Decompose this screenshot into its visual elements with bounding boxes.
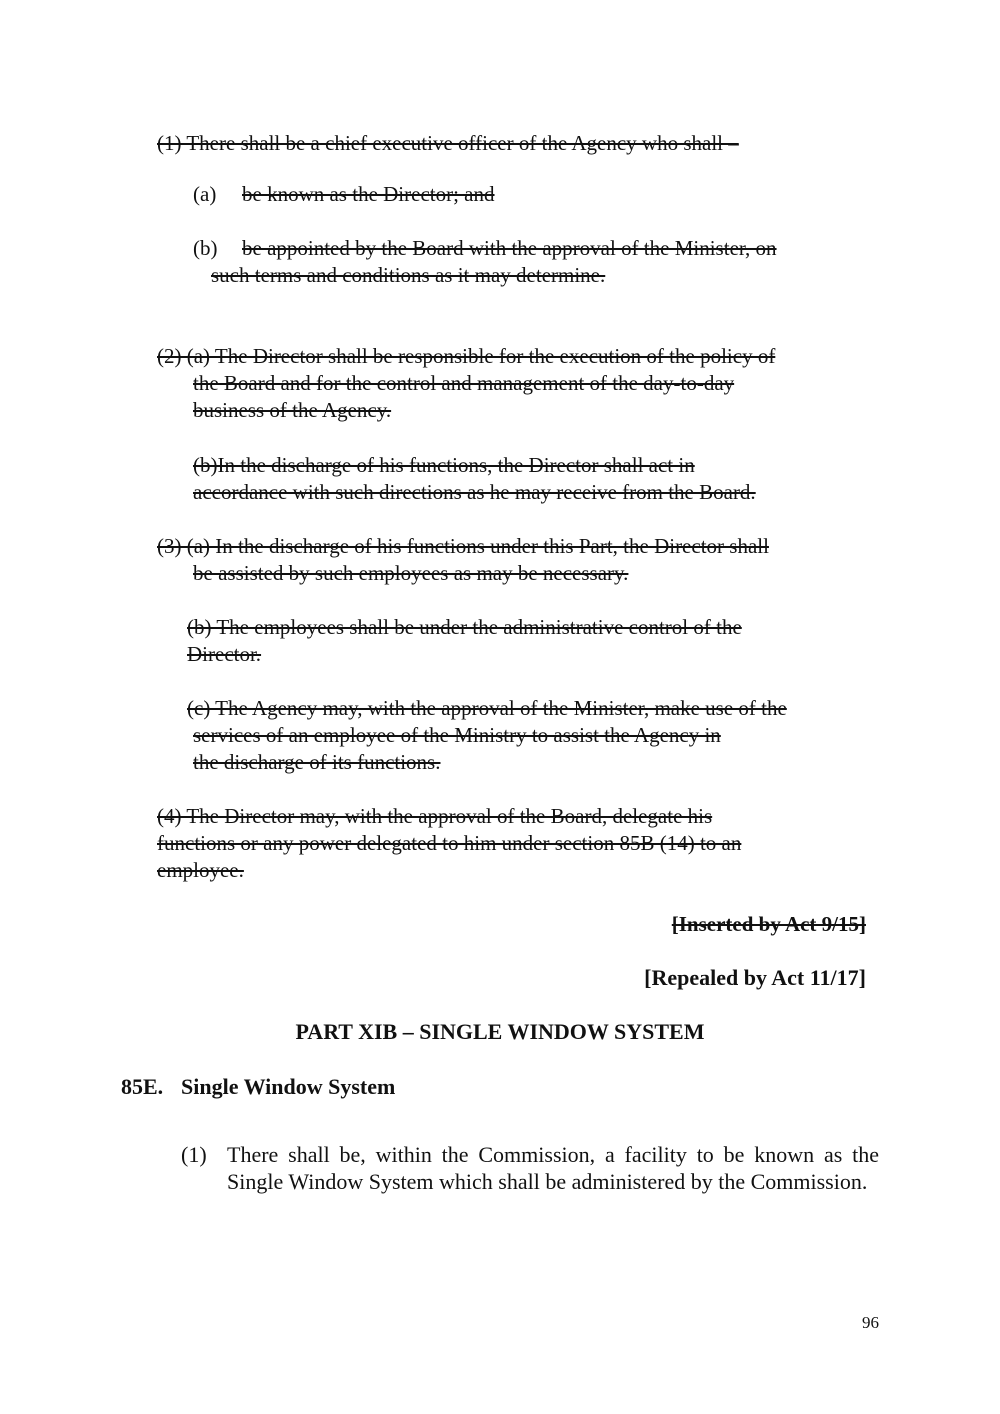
repealed-s4-line3: employee. bbox=[157, 858, 244, 882]
repealed-s2-b-line2: accordance with such directions as he may receive from the Board. bbox=[193, 480, 756, 504]
repealed-s3-a-line2: be assisted by such employees as may be necessary. bbox=[193, 561, 629, 585]
repealed-s3-a-line1: (3) (a) In the discharge of his functions under this Part, the Director shall bbox=[157, 534, 769, 558]
subsection-1-label: (1) bbox=[181, 1142, 207, 1167]
repealed-s3-c-line2: services of an employee of the Ministry to assist the Agency in bbox=[193, 723, 721, 747]
repealed-s2-a-line3: business of the Agency. bbox=[193, 398, 392, 422]
repealed-s1-a-label: (a) bbox=[193, 182, 217, 206]
repealed-note: [Repealed by Act 11/17] bbox=[644, 965, 866, 990]
repealed-s3-b-line2: Director. bbox=[187, 642, 262, 666]
repealed-s4-line1: (4) The Director may, with the approval of the Board, delegate his bbox=[157, 804, 713, 828]
repealed-s1-b-line1: be appointed by the Board with the approval of the Minister, on bbox=[242, 236, 777, 260]
section-number: 85E. bbox=[121, 1074, 164, 1099]
repealed-s3-b-line1: (b) The employees shall be under the administrative control of the bbox=[187, 615, 742, 639]
page-number: 96 bbox=[862, 1313, 879, 1332]
repealed-s2-a-line1: (2) (a) The Director shall be responsible for the execution of the policy of bbox=[157, 344, 776, 368]
repealed-s4-line2: functions or any power delegated to him under section 85B (14) to an bbox=[157, 831, 742, 855]
repealed-s2-b-line1: (b)In the discharge of his functions, the Director shall act in bbox=[193, 453, 695, 477]
repealed-s2-a-line2: the Board and for the control and management of the day-to-day bbox=[193, 371, 735, 395]
repealed-s1-a-text: be known as the Director; and bbox=[242, 182, 495, 206]
inserted-note: [Inserted by Act 9/15] bbox=[671, 912, 866, 936]
part-heading: PART XIB – SINGLE WINDOW SYSTEM bbox=[295, 1019, 705, 1044]
repealed-s1-b-label: (b) bbox=[193, 236, 218, 260]
repealed-s3-c-line3: the discharge of its functions. bbox=[193, 750, 441, 774]
subsection-1-text: There shall be, within the Commission, a facility to be known as the Single Window System which shall be administered by the Commission. bbox=[227, 1142, 879, 1194]
repealed-s1-b-line2: such terms and conditions as it may determine. bbox=[211, 263, 606, 287]
section-title: Single Window System bbox=[181, 1074, 396, 1099]
repealed-s1-intro: (1) There shall be a chief executive officer of the Agency who shall – bbox=[157, 131, 739, 155]
repealed-s3-c-line1: (c) The Agency may, with the approval of the Minister, make use of the bbox=[187, 696, 787, 720]
